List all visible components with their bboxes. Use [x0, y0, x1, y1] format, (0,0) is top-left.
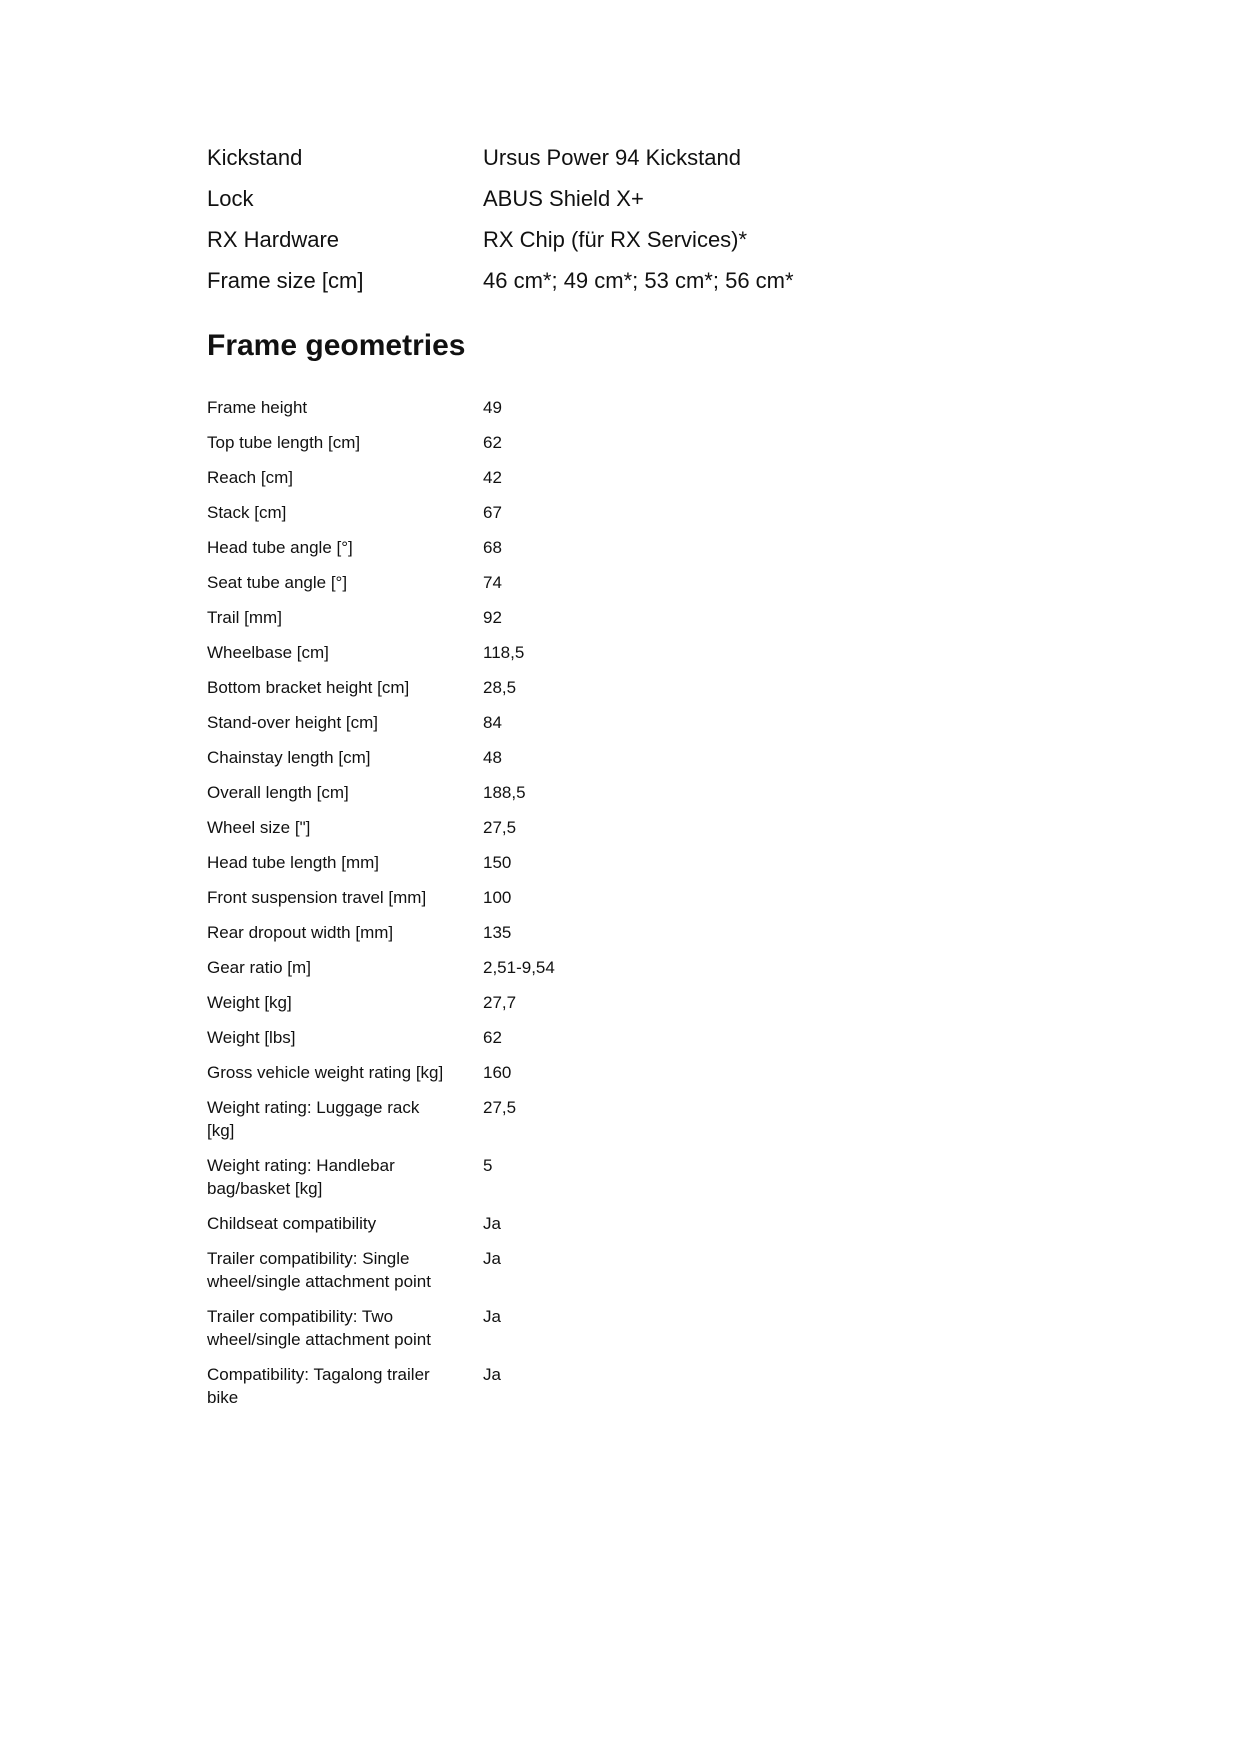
- geometry-label: Wheel size ["]: [207, 818, 311, 837]
- geometry-table: [207, 396, 1027, 1409]
- geometry-row: [207, 1247, 1027, 1293]
- geometry-label: Trailer compatibility: Two wheel/single attachment point: [207, 1307, 431, 1349]
- geometry-label: Bottom bracket height [cm]: [207, 678, 410, 697]
- geometry-label: Reach [cm]: [207, 468, 293, 487]
- geometry-label: Overall length [cm]: [207, 783, 349, 802]
- spec-value: RX Chip (für RX Services)*: [483, 227, 748, 252]
- geometry-value: 160: [483, 1063, 512, 1082]
- geometry-row: [207, 1096, 1027, 1142]
- geometry-value: 74: [483, 573, 502, 592]
- geometry-row: [207, 851, 1027, 874]
- geometry-row: [207, 1061, 1027, 1084]
- geometry-value: 42: [483, 468, 502, 487]
- geometry-value: 2,51-9,54: [483, 958, 555, 977]
- geometry-label: Wheelbase [cm]: [207, 643, 329, 662]
- geometry-label: Head tube length [mm]: [207, 853, 379, 872]
- spec-row: [207, 186, 1027, 227]
- geometry-value: Ja: [483, 1214, 501, 1233]
- geometry-label: Gear ratio [m]: [207, 958, 311, 977]
- geometry-label: Compatibility: Tagalong trailer bike: [207, 1365, 430, 1407]
- geometry-label: Stand-over height [cm]: [207, 713, 379, 732]
- spec-table: [207, 145, 1027, 309]
- geometry-value: 100: [483, 888, 512, 907]
- geometry-value: 62: [483, 1028, 502, 1047]
- geometry-row: [207, 1363, 1027, 1409]
- geometry-value: 188,5: [483, 783, 526, 802]
- spec-value: ABUS Shield X+: [483, 186, 644, 211]
- geometry-row: [207, 501, 1027, 524]
- geometry-row: [207, 1026, 1027, 1049]
- geometry-value: 62: [483, 433, 502, 452]
- geometry-row: [207, 1212, 1027, 1235]
- geometry-value: 92: [483, 608, 502, 627]
- spec-label: RX Hardware: [207, 227, 340, 252]
- geometry-label: Trailer compatibility: Single wheel/single attachment point: [207, 1249, 431, 1291]
- spec-label: Lock: [207, 186, 254, 211]
- spec-value: Ursus Power 94 Kickstand: [483, 145, 741, 170]
- geometry-label: Frame height: [207, 398, 308, 417]
- geometry-row: [207, 571, 1027, 594]
- geometry-value: 28,5: [483, 678, 517, 697]
- geometry-label: Weight rating: Handlebar bag/basket [kg]: [207, 1156, 395, 1198]
- geometry-row: [207, 1305, 1027, 1351]
- geometry-row: [207, 886, 1027, 909]
- geometry-row: [207, 606, 1027, 629]
- geometry-label: Weight rating: Luggage rack [kg]: [207, 1098, 420, 1140]
- geometry-value: 118,5: [483, 643, 525, 662]
- geometry-value: 67: [483, 503, 502, 522]
- document-page: [207, 145, 1027, 1421]
- geometry-row: [207, 991, 1027, 1014]
- geometry-value: 27,5: [483, 818, 517, 837]
- geometry-label: Head tube angle [°]: [207, 538, 353, 557]
- geometry-value: 68: [483, 538, 502, 557]
- geometry-row: [207, 746, 1027, 769]
- geometry-row: [207, 536, 1027, 559]
- spec-label: Kickstand: [207, 145, 303, 170]
- geometry-label: Weight [lbs]: [207, 1028, 296, 1047]
- geometry-row: [207, 641, 1027, 664]
- geometry-label: Weight [kg]: [207, 993, 292, 1012]
- geometry-row: [207, 396, 1027, 419]
- geometry-row: [207, 781, 1027, 804]
- geometry-label: Front suspension travel [mm]: [207, 888, 427, 907]
- geometry-value: Ja: [483, 1365, 501, 1384]
- geometry-value: 49: [483, 398, 502, 417]
- geometry-label: Rear dropout width [mm]: [207, 923, 394, 942]
- geometry-value: 48: [483, 748, 502, 767]
- geometry-row: [207, 816, 1027, 839]
- geometry-label: Chainstay length [cm]: [207, 748, 371, 767]
- geometry-label: Seat tube angle [°]: [207, 573, 348, 592]
- spec-row: [207, 227, 1027, 268]
- geometry-value: 84: [483, 713, 502, 732]
- geometry-value: 5: [483, 1156, 493, 1175]
- geometry-row: [207, 711, 1027, 734]
- geometry-row: [207, 431, 1027, 454]
- geometry-row: [207, 1154, 1027, 1200]
- geometry-label: Gross vehicle weight rating [kg]: [207, 1063, 444, 1082]
- geometry-value: 27,7: [483, 993, 517, 1012]
- geometry-row: [207, 921, 1027, 944]
- spec-row: [207, 268, 1027, 309]
- geometry-label: Top tube length [cm]: [207, 433, 361, 452]
- section-title: Frame geometries: [207, 329, 466, 362]
- geometry-label: Trail [mm]: [207, 608, 282, 627]
- geometry-value: Ja: [483, 1307, 501, 1326]
- geometry-row: [207, 956, 1027, 979]
- geometry-value: 27,5: [483, 1098, 517, 1117]
- geometry-label: Stack [cm]: [207, 503, 287, 522]
- spec-label: Frame size [cm]: [207, 268, 364, 293]
- geometry-value: Ja: [483, 1249, 501, 1268]
- geometry-value: 135: [483, 923, 512, 942]
- geometry-row: [207, 466, 1027, 489]
- spec-row: [207, 145, 1027, 186]
- geometry-row: [207, 676, 1027, 699]
- geometry-label: Childseat compatibility: [207, 1214, 377, 1233]
- geometry-value: 150: [483, 853, 512, 872]
- spec-value: 46 cm*; 49 cm*; 53 cm*; 56 cm*: [483, 268, 794, 293]
